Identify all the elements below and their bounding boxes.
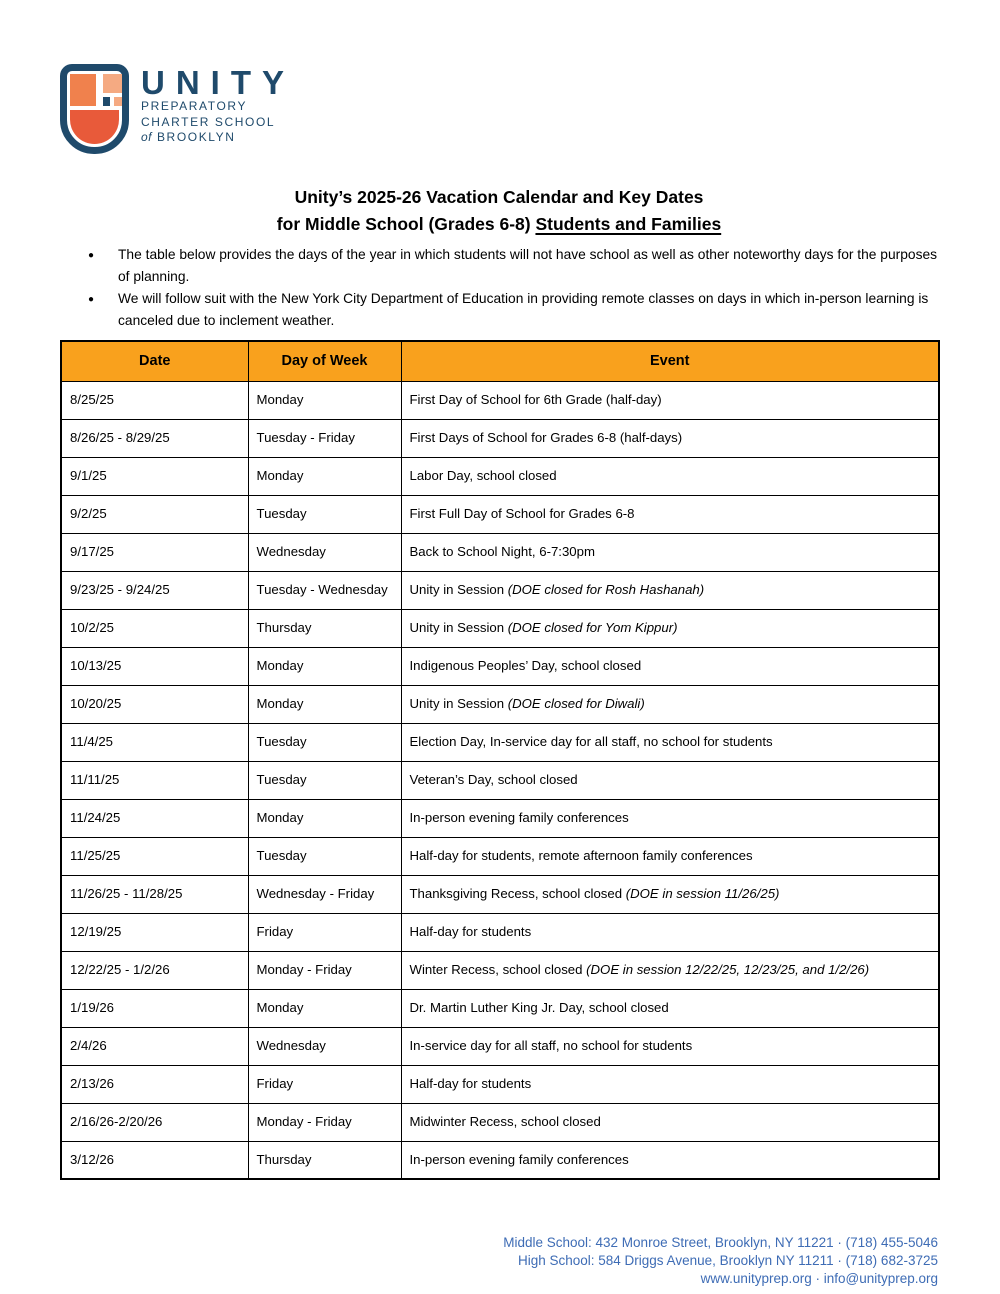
date-cell: 9/2/25	[61, 495, 248, 533]
table-row	[61, 837, 939, 875]
event-cell	[401, 837, 939, 875]
table-row	[61, 799, 939, 837]
event-text: Midwinter Recess, school closed	[409, 1113, 601, 1129]
day-cell: Monday	[248, 685, 401, 723]
event-cell	[401, 761, 939, 799]
page-title-line1: Unity’s 2025-26 Vacation Calendar and Key Dates	[294, 187, 704, 207]
table-row	[61, 495, 939, 533]
event-text: Half-day for students	[409, 1075, 532, 1091]
day-cell: Tuesday - Friday	[248, 419, 401, 457]
date-cell: 9/23/25 - 9/24/25	[61, 571, 248, 609]
event-cell	[401, 913, 939, 951]
table-row	[61, 875, 939, 913]
event-note-italic: (DOE closed for Rosh Hashanah)	[507, 581, 705, 597]
shield-square-tiny-salmon	[114, 97, 122, 106]
day-cell: Monday	[248, 381, 401, 419]
page-title-underlined: Students and Families	[535, 214, 722, 234]
table-row	[61, 1103, 939, 1141]
date-cell: 11/26/25 - 11/28/25	[61, 875, 248, 913]
event-text: Winter Recess, school closed	[409, 961, 587, 977]
shield-square-tiny-navy	[103, 97, 110, 106]
contact-footer	[60, 1234, 938, 1288]
date-cell: 11/4/25	[61, 723, 248, 761]
footer-high-school: High School: 584 Driggs Avenue, Brooklyn NY 11211 · (718) 682-3725	[517, 1253, 938, 1268]
date-cell: 2/4/26	[61, 1027, 248, 1065]
event-note-italic: (DOE closed for Diwali)	[507, 695, 645, 711]
footer-middle-school: Middle School: 432 Monroe Street, Brooklyn, NY 11221 · (718) 455-5046	[503, 1235, 938, 1250]
table-row	[61, 1065, 939, 1103]
col-header-date: Date	[61, 341, 248, 381]
shield-square-large	[70, 74, 96, 106]
table-header-row	[61, 341, 939, 381]
day-cell: Wednesday	[248, 533, 401, 571]
date-cell: 11/24/25	[61, 799, 248, 837]
event-note-italic: (DOE in session 12/22/25, 12/23/25, and 1/2/26)	[586, 961, 870, 977]
table-row	[61, 381, 939, 419]
event-cell	[401, 457, 939, 495]
event-text: Unity in Session	[409, 695, 508, 711]
col-header-event: Event	[401, 341, 939, 381]
event-text: Half-day for students	[409, 923, 532, 939]
event-cell	[401, 381, 939, 419]
date-cell: 10/13/25	[61, 647, 248, 685]
event-text: Unity in Session	[409, 581, 508, 597]
day-cell: Tuesday	[248, 495, 401, 533]
event-text: Election Day, In-service day for all staff, no school for students	[409, 733, 773, 749]
event-text: First Days of School for Grades 6-8 (half-days)	[409, 429, 683, 445]
table-row	[61, 609, 939, 647]
event-cell	[401, 533, 939, 571]
date-cell: 12/22/25 - 1/2/26	[61, 951, 248, 989]
event-text: Dr. Martin Luther King Jr. Day, school closed	[409, 999, 669, 1015]
event-cell	[401, 495, 939, 533]
table-row	[61, 1027, 939, 1065]
page-title-line2	[60, 211, 938, 238]
event-note-italic: (DOE in session 11/26/25)	[625, 885, 780, 901]
col-header-day: Day of Week	[248, 341, 401, 381]
school-logo	[60, 64, 295, 154]
event-text: Half-day for students, remote afternoon family conferences	[409, 847, 753, 863]
table-row	[61, 419, 939, 457]
event-text: Indigenous Peoples’ Day, school closed	[409, 657, 642, 673]
day-cell: Thursday	[248, 609, 401, 647]
unity-shield-logo-icon	[60, 64, 129, 154]
day-cell: Thursday	[248, 1141, 401, 1179]
day-cell: Tuesday - Wednesday	[248, 571, 401, 609]
date-cell: 1/19/26	[61, 989, 248, 1027]
event-cell	[401, 419, 939, 457]
event-cell	[401, 989, 939, 1027]
logo-place: BROOKLYN	[156, 130, 236, 144]
event-cell	[401, 609, 939, 647]
day-cell: Wednesday - Friday	[248, 875, 401, 913]
event-text: Unity in Session	[409, 619, 508, 635]
event-note-italic: (DOE closed for Yom Kippur)	[507, 619, 678, 635]
day-cell: Tuesday	[248, 723, 401, 761]
table-row	[61, 571, 939, 609]
date-cell: 9/17/25	[61, 533, 248, 571]
logo-subtitle-line2: CHARTER SCHOOL	[141, 114, 276, 129]
day-cell: Tuesday	[248, 761, 401, 799]
logo-text	[141, 64, 295, 146]
event-cell	[401, 685, 939, 723]
bullet-item	[88, 288, 940, 332]
day-cell: Monday	[248, 799, 401, 837]
event-text: Back to School Night, 6-7:30pm	[409, 543, 595, 559]
event-cell	[401, 875, 939, 913]
date-cell: 10/2/25	[61, 609, 248, 647]
day-cell: Monday	[248, 647, 401, 685]
date-cell: 3/12/26	[61, 1141, 248, 1179]
day-cell: Monday - Friday	[248, 1103, 401, 1141]
logo-subtitle-line3	[141, 130, 295, 146]
event-text: In-person evening family conferences	[409, 1151, 629, 1167]
table-row	[61, 723, 939, 761]
bullet-text: We will follow suit with the New York City Department of Education in providing remote classes on days in which in-person learning is canceled due to inclement weather.	[118, 291, 929, 328]
date-cell: 11/25/25	[61, 837, 248, 875]
event-cell	[401, 951, 939, 989]
page-title	[60, 184, 938, 238]
logo-wordmark: UNITY	[141, 64, 295, 101]
footer-web-email: www.unityprep.org · info@unityprep.org	[700, 1271, 938, 1286]
logo-subtitle-line1: PREPARATORY	[141, 99, 248, 113]
date-cell: 12/19/25	[61, 913, 248, 951]
intro-bullets	[88, 244, 940, 332]
event-cell	[401, 1065, 939, 1103]
bullet-text: The table below provides the days of the year in which students will not have school as well as other noteworthy days for the purposes of planning.	[118, 247, 938, 284]
event-cell	[401, 1103, 939, 1141]
event-cell	[401, 571, 939, 609]
bullet-icon: ●	[88, 294, 95, 305]
page-title-line2-prefix: for Middle School (Grades 6-8)	[276, 214, 536, 234]
table-row	[61, 533, 939, 571]
event-cell	[401, 723, 939, 761]
day-cell: Monday	[248, 989, 401, 1027]
event-text: Veteran’s Day, school closed	[409, 771, 578, 787]
event-text: Thanksgiving Recess, school closed	[409, 885, 626, 901]
shield-bowl	[70, 110, 119, 144]
logo-of: of	[141, 130, 153, 144]
date-cell: 11/11/25	[61, 761, 248, 799]
event-cell	[401, 799, 939, 837]
calendar-table	[60, 340, 940, 1180]
table-row	[61, 457, 939, 495]
event-cell	[401, 647, 939, 685]
table-row	[61, 761, 939, 799]
calendar-table-body	[61, 381, 939, 1179]
day-cell: Tuesday	[248, 837, 401, 875]
event-cell	[401, 1027, 939, 1065]
table-row	[61, 647, 939, 685]
day-cell: Friday	[248, 913, 401, 951]
table-row	[61, 989, 939, 1027]
bullet-icon: ●	[88, 250, 95, 261]
event-cell	[401, 1141, 939, 1179]
shield-square-salmon	[103, 74, 122, 93]
day-cell: Monday - Friday	[248, 951, 401, 989]
date-cell: 2/16/26-2/20/26	[61, 1103, 248, 1141]
date-cell: 8/25/25	[61, 381, 248, 419]
event-text: First Full Day of School for Grades 6-8	[409, 505, 635, 521]
date-cell: 8/26/25 - 8/29/25	[61, 419, 248, 457]
date-cell: 2/13/26	[61, 1065, 248, 1103]
event-text: First Day of School for 6th Grade (half-day)	[409, 391, 662, 407]
table-row	[61, 913, 939, 951]
table-row	[61, 951, 939, 989]
table-row	[61, 1141, 939, 1179]
date-cell: 10/20/25	[61, 685, 248, 723]
date-cell: 9/1/25	[61, 457, 248, 495]
table-row	[61, 685, 939, 723]
event-text: In-person evening family conferences	[409, 809, 629, 825]
event-text: Labor Day, school closed	[409, 467, 557, 483]
day-cell: Wednesday	[248, 1027, 401, 1065]
day-cell: Monday	[248, 457, 401, 495]
bullet-item	[88, 244, 940, 288]
event-text: In-service day for all staff, no school for students	[409, 1037, 693, 1053]
day-cell: Friday	[248, 1065, 401, 1103]
